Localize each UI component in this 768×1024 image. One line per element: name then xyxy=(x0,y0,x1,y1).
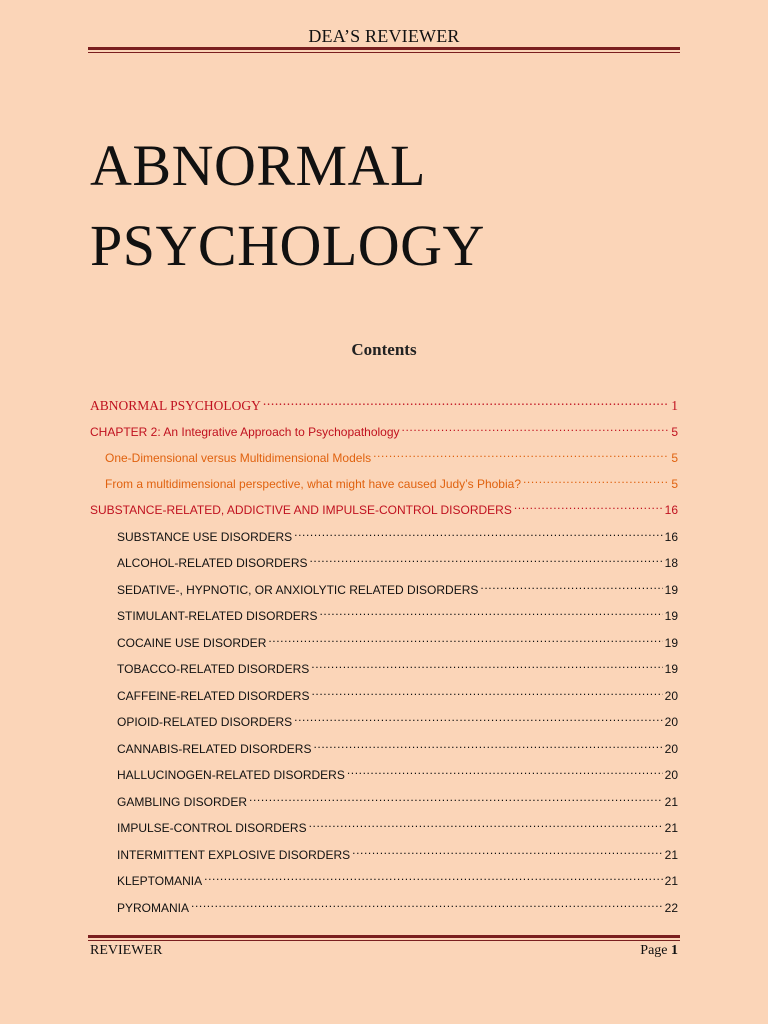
toc-dot-leader xyxy=(311,682,662,700)
toc-entry-page: 21 xyxy=(664,874,678,888)
toc-entry[interactable] xyxy=(117,655,678,676)
toc-dot-leader xyxy=(514,496,663,514)
toc-entry-label: COCAINE USE DISORDER xyxy=(117,636,267,650)
toc-dot-leader xyxy=(311,655,662,673)
toc-entry-page: 20 xyxy=(664,742,678,756)
toc-entry-label: From a multidimensional perspective, what might have caused Judy’s Phobia? xyxy=(105,477,521,491)
toc-entry[interactable] xyxy=(117,735,678,756)
toc-entry-label: SUBSTANCE-RELATED, ADDICTIVE AND IMPULSE-CONTROL DISORDERS xyxy=(90,503,512,517)
toc-entry-page: 16 xyxy=(664,530,678,544)
toc-entry[interactable] xyxy=(105,444,678,465)
toc-entry-page: 20 xyxy=(664,768,678,782)
toc-entry-label: HALLUCINOGEN-RELATED DISORDERS xyxy=(117,768,345,782)
footer-page-number xyxy=(640,943,678,959)
toc-dot-leader xyxy=(263,392,669,410)
footer-page-value: 1 xyxy=(671,943,678,958)
toc-entry[interactable] xyxy=(117,761,678,782)
toc-entry[interactable] xyxy=(105,470,678,491)
toc-entry[interactable] xyxy=(117,682,678,703)
toc-entry-page: 22 xyxy=(664,901,678,915)
toc-dot-leader xyxy=(523,470,669,488)
toc-entry-label: IMPULSE-CONTROL DISORDERS xyxy=(117,821,307,835)
toc-entry[interactable] xyxy=(117,814,678,835)
toc-entry[interactable] xyxy=(117,788,678,809)
toc-dot-leader xyxy=(249,788,663,806)
toc-entry-page: 1 xyxy=(671,398,678,413)
toc-entry-label: ABNORMAL PSYCHOLOGY xyxy=(90,398,261,413)
toc-dot-leader xyxy=(402,418,670,436)
contents-heading: Contents xyxy=(351,340,417,359)
toc-entry[interactable] xyxy=(117,523,678,544)
toc-entry-page: 5 xyxy=(671,477,678,491)
toc-entry-page: 21 xyxy=(664,848,678,862)
toc-entry-label: TOBACCO-RELATED DISORDERS xyxy=(117,662,310,676)
toc-entry-page: 19 xyxy=(664,609,678,623)
toc-entry-page: 16 xyxy=(664,503,678,517)
document-title xyxy=(90,126,485,286)
header-title: DEA’S REVIEWER xyxy=(308,26,460,46)
toc-entry-page: 19 xyxy=(664,662,678,676)
toc-entry[interactable] xyxy=(90,496,678,517)
toc-entry-label: GAMBLING DISORDER xyxy=(117,795,248,809)
toc-entry[interactable] xyxy=(90,418,678,439)
toc-entry[interactable] xyxy=(117,708,678,729)
toc-entry-label: CHAPTER 2: An Integrative Approach to Psychopathology xyxy=(90,425,400,439)
toc-dot-leader xyxy=(268,629,662,647)
header-rule xyxy=(88,47,680,53)
toc-dot-leader xyxy=(294,708,663,726)
toc-entry-page: 19 xyxy=(664,636,678,650)
footer-rule xyxy=(88,935,680,941)
toc-entry-label: CANNABIS-RELATED DISORDERS xyxy=(117,742,312,756)
toc-dot-leader xyxy=(204,867,663,885)
toc-entry-label: SEDATIVE-, HYPNOTIC, OR ANXIOLYTIC RELATED DISORDERS xyxy=(117,583,479,597)
toc-entry-label: STIMULANT-RELATED DISORDERS xyxy=(117,609,318,623)
toc-dot-leader xyxy=(191,894,663,912)
toc-entry-label: OPIOID-RELATED DISORDERS xyxy=(117,715,293,729)
toc-dot-leader xyxy=(294,523,662,541)
toc-dot-leader xyxy=(309,814,663,832)
toc-entry-page: 21 xyxy=(664,795,678,809)
toc-dot-leader xyxy=(373,444,669,462)
toc-dot-leader xyxy=(319,602,662,620)
toc-entry[interactable] xyxy=(117,629,678,650)
toc-dot-leader xyxy=(313,735,662,753)
toc-entry-label: KLEPTOMANIA xyxy=(117,874,203,888)
toc-entry-label: SUBSTANCE USE DISORDERS xyxy=(117,530,293,544)
toc-entry-page: 5 xyxy=(671,425,678,439)
toc-entry[interactable] xyxy=(117,576,678,597)
toc-entry[interactable] xyxy=(90,392,678,413)
toc-entry-label: INTERMITTENT EXPLOSIVE DISORDERS xyxy=(117,848,351,862)
document-title-line-1: ABNORMAL xyxy=(90,133,426,198)
toc-entry-label: PYROMANIA xyxy=(117,901,190,915)
toc-entry-label: CAFFEINE-RELATED DISORDERS xyxy=(117,689,310,703)
toc-entry-page: 5 xyxy=(671,451,678,465)
toc-entry[interactable] xyxy=(117,894,678,915)
toc-entry-page: 21 xyxy=(664,821,678,835)
toc-entry[interactable] xyxy=(117,867,678,888)
toc-dot-leader xyxy=(309,549,662,567)
toc-entry-page: 20 xyxy=(664,689,678,703)
toc-dot-leader xyxy=(352,841,662,859)
toc-entry-label: One-Dimensional versus Multidimensional Models xyxy=(105,451,372,465)
toc-entry[interactable] xyxy=(117,602,678,623)
toc-entry-label: ALCOHOL-RELATED DISORDERS xyxy=(117,556,308,570)
toc-entry[interactable] xyxy=(117,841,678,862)
toc-entry-page: 20 xyxy=(664,715,678,729)
document-title-line-2: PSYCHOLOGY xyxy=(90,213,485,278)
footer-page-label: Page xyxy=(640,943,668,958)
toc-entry[interactable] xyxy=(117,549,678,570)
footer-left-text: REVIEWER xyxy=(90,943,163,958)
toc-entry-page: 18 xyxy=(664,556,678,570)
toc-entry-page: 19 xyxy=(664,583,678,597)
toc-dot-leader xyxy=(480,576,662,594)
toc-dot-leader xyxy=(347,761,663,779)
